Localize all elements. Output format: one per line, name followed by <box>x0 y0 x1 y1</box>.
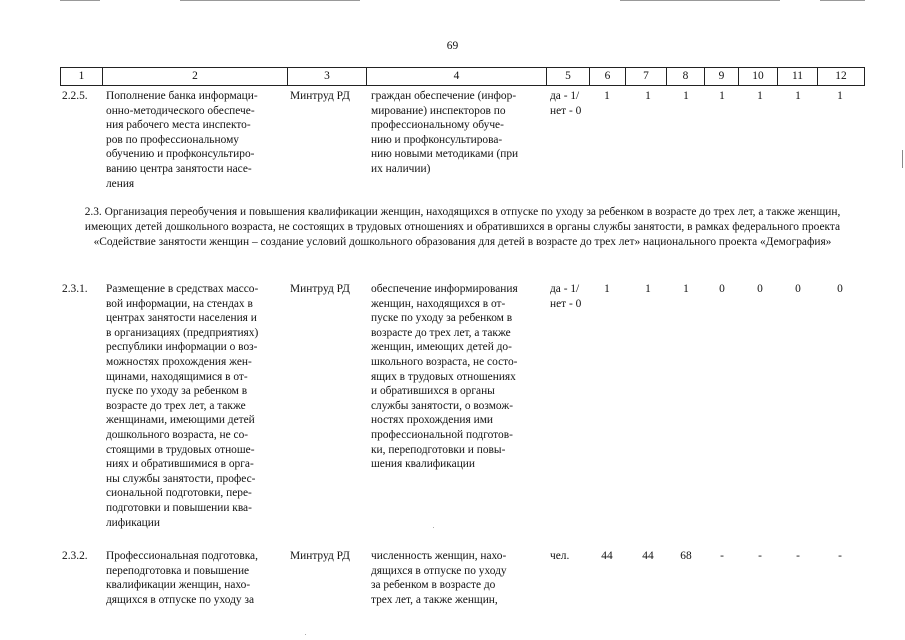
row-value-col12: 1 <box>837 90 843 102</box>
header-col-3: 3 <box>287 68 366 85</box>
header-col-9: 9 <box>704 68 738 85</box>
table-header-row <box>60 67 865 86</box>
row-value-col9: 0 <box>719 283 725 295</box>
row-value-col12: 0 <box>837 283 843 295</box>
row-executor: Минтруд РД <box>290 283 350 295</box>
header-col-11: 11 <box>777 68 817 85</box>
row-value-col8: 68 <box>680 550 692 562</box>
row-value-col9: - <box>720 550 724 562</box>
row-value-col11: 1 <box>795 90 801 102</box>
row-value-col12: - <box>838 550 842 562</box>
row-value-col9: 1 <box>719 90 725 102</box>
row-value-col8: 1 <box>683 90 689 102</box>
row-number: 2.2.5. <box>62 90 88 102</box>
row-value-col11: 0 <box>795 283 801 295</box>
row-value-col7: 1 <box>645 90 651 102</box>
row-value-col6: 44 <box>601 550 613 562</box>
row-value-col10: - <box>758 550 762 562</box>
row-number: 2.3.2. <box>62 550 88 562</box>
row-value-col10: 0 <box>757 283 763 295</box>
row-value-col7: 1 <box>645 283 651 295</box>
row-unit: чел. <box>550 550 570 562</box>
row-unit: да - 1/ нет - 0 <box>550 283 582 310</box>
row-value-col8: 1 <box>683 283 689 295</box>
row-executor: Минтруд РД <box>290 90 350 102</box>
header-col-7: 7 <box>625 68 666 85</box>
top-edge-lines <box>60 0 865 1</box>
header-col-6: 6 <box>589 68 625 85</box>
row-measure-name: Размещение в средствах массо- вой информации, на стендах в центрах занятости населения и в организациях (предприятиях) республики информации о воз- можностях прохождения жен- щинами, находящимися в от- пуске по уходу за ребенком в возрасте до трех лет, а также женщинами, имеющими детей дошкольного возраста, не со- стоящими в трудовых отноше- ниях и обратившимися в орга- ны службы занятости, профес- сиональной подготовки, пере- подготовки и повышении ква- лификации <box>106 283 259 529</box>
header-col-5: 5 <box>546 68 589 85</box>
row-value-col6: 1 <box>604 283 610 295</box>
row-indicator: численность женщин, нахо- дящихся в отпуске по уходу за ребенком в возрасте до трех лет, а также женщин, <box>371 550 507 606</box>
header-col-4: 4 <box>366 68 546 85</box>
row-value-col6: 1 <box>604 90 610 102</box>
row-number: 2.3.1. <box>62 283 88 295</box>
header-col-8: 8 <box>666 68 704 85</box>
row-unit: да - 1/ нет - 0 <box>550 90 582 117</box>
scan-speck <box>305 634 306 635</box>
page-number: 69 <box>446 40 459 52</box>
header-col-2: 2 <box>102 68 287 85</box>
row-value-col10: 1 <box>757 90 763 102</box>
header-col-1: 1 <box>60 68 102 85</box>
scan-edge-mark <box>902 150 903 168</box>
row-value-col7: 44 <box>642 550 654 562</box>
row-executor: Минтруд РД <box>290 550 350 562</box>
row-indicator: обеспечение информирования женщин, находящихся в от- пуске по уходу за ребенком в возрасте до трех лет, а также женщин, имеющих детей до- школьного возраста, не состо- ящих в трудовых отношениях и обратившихся в органы службы занятости, о возмож- ностях прохождения ими профессиональной подготов- ки, переподготовки и повы- шения квалификации <box>371 283 518 471</box>
header-col-12: 12 <box>817 68 865 85</box>
row-indicator: граждан обеспечение (инфор- мирование) инспекторов по профессиональному обуче- нию и профконсультирова- нию новыми методиками (при их наличии) <box>371 90 519 175</box>
row-value-col11: - <box>796 550 800 562</box>
scan-speck <box>433 527 434 528</box>
row-measure-name: Профессиональная подготовка, переподготовка и повышение квалификации женщин, нахо- дящихся в отпуске по уходу за <box>106 550 258 606</box>
header-col-10: 10 <box>738 68 777 85</box>
row-measure-name: Пополнение банка информаци- онно-методического обеспече- ния рабочего места инспекто- ров по профессиональному обучению и профконсультиро- ванию центра занятости насе- ления <box>106 90 258 190</box>
section-heading: 2.3. Организация переобучения и повышения квалификации женщин, находящихся в отпуске по уходу за ребенком в возрасте до трех лет, а также женщин, имеющих детей дошкольного возраста, не состоящих в трудовых отношениях и обратившихся в органы службы занятости, в рамках федерального проекта «Содействие занятости женщин – создание условий дошкольного образования для детей в возрасте до трех лет» национального проекта «Демография» <box>84 206 841 248</box>
